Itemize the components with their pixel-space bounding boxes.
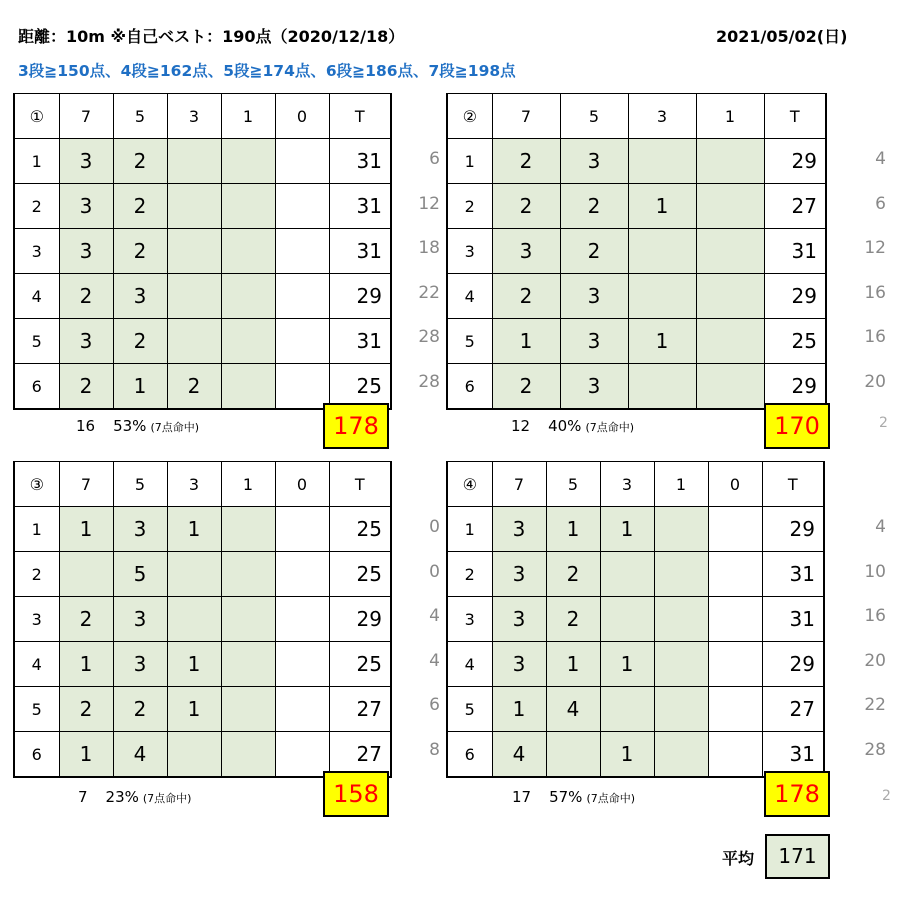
date-label: 2021/05/02(日): [716, 27, 848, 46]
count-cell: [221, 507, 275, 552]
table-row: [447, 597, 824, 642]
count-cell: 2: [546, 597, 600, 642]
count-cell: [221, 184, 275, 229]
round-number: 4: [14, 274, 59, 319]
round-number: 1: [14, 139, 59, 184]
count-cell: [167, 732, 221, 778]
count-cell: [654, 687, 708, 732]
round-total: 31: [329, 319, 391, 364]
table-row: [447, 274, 826, 319]
count-cell: 2: [167, 364, 221, 410]
count-cell: 1: [167, 642, 221, 687]
average-score: 171: [765, 834, 830, 879]
round-total: 25: [329, 364, 391, 410]
count-cell: [167, 319, 221, 364]
average-label: 平均: [722, 849, 755, 868]
table-row: [14, 184, 391, 229]
count-cell: [654, 732, 708, 778]
count-cell: 2: [113, 319, 167, 364]
count-cell: [167, 229, 221, 274]
score-column-header: 0: [708, 462, 762, 507]
table-row: [447, 687, 824, 732]
table-row: [447, 642, 824, 687]
count-cell: 4: [546, 687, 600, 732]
cumulative-value: 10: [864, 561, 886, 582]
table-row: [447, 319, 826, 364]
total-column-header: T: [762, 462, 824, 507]
round-number: 3: [14, 229, 59, 274]
hit-note: (7点命中): [142, 792, 192, 805]
count-cell: [696, 364, 764, 410]
count-cell: 1: [600, 642, 654, 687]
count-cell: 1: [167, 507, 221, 552]
count-cell: 3: [59, 229, 113, 274]
total-score-set-2: 170: [764, 403, 830, 449]
count-cell: 2: [113, 139, 167, 184]
score-column-header: 3: [628, 94, 696, 139]
round-number: 1: [14, 507, 59, 552]
count-cell: 3: [113, 597, 167, 642]
round-total: 29: [329, 597, 391, 642]
count-cell: 1: [59, 732, 113, 778]
table-row: [14, 507, 391, 552]
round-total: 31: [762, 552, 824, 597]
count-cell: [221, 139, 275, 184]
round-total: 31: [329, 139, 391, 184]
count-cell: [167, 274, 221, 319]
hit-percent: 23%: [105, 788, 139, 806]
cumulative-value: 6: [429, 695, 440, 715]
round-number: 6: [14, 732, 59, 778]
count-cell: 1: [492, 319, 560, 364]
table-row: [14, 229, 391, 274]
cumulative-value: 18: [418, 238, 440, 258]
cumulative-value: 8: [429, 739, 440, 760]
header-row: [447, 462, 824, 507]
count-cell: 1: [59, 507, 113, 552]
count-cell: 2: [59, 364, 113, 410]
round-total: 25: [329, 552, 391, 597]
round-total: 31: [764, 229, 826, 274]
count-cell: 4: [113, 732, 167, 778]
count-cell: 2: [59, 597, 113, 642]
hit-percent: 57%: [549, 788, 583, 806]
hit-count: 16: [76, 417, 96, 435]
hit-count: 17: [512, 788, 532, 806]
header-row: [14, 462, 391, 507]
count-cell: [275, 184, 329, 229]
round-total: 29: [762, 507, 824, 552]
distance-best-heading: 距離：10m ※自己ベスト：190点（2020/12/18）: [18, 27, 405, 46]
score-column-header: 0: [275, 462, 329, 507]
round-total: 25: [329, 642, 391, 687]
count-cell: 2: [560, 229, 628, 274]
cumulative-value: 28: [418, 371, 440, 392]
total-score-set-3: 158: [323, 771, 389, 817]
score-column-header: 7: [492, 94, 560, 139]
count-cell: 2: [492, 184, 560, 229]
total-column-header: T: [329, 462, 391, 507]
count-cell: 2: [492, 274, 560, 319]
round-number: 6: [447, 364, 492, 410]
count-cell: 5: [113, 552, 167, 597]
count-cell: 3: [492, 552, 546, 597]
count-cell: 1: [492, 687, 546, 732]
round-number: 2: [14, 184, 59, 229]
count-cell: [221, 319, 275, 364]
round-number: 2: [14, 552, 59, 597]
score-column-header: 5: [113, 94, 167, 139]
count-cell: 3: [560, 139, 628, 184]
total-column-header: T: [329, 94, 391, 139]
score-column-header: 3: [167, 462, 221, 507]
count-cell: [654, 507, 708, 552]
count-cell: 1: [113, 364, 167, 410]
count-cell: [275, 229, 329, 274]
score-column-header: 5: [113, 462, 167, 507]
round-number: 3: [447, 229, 492, 274]
count-cell: [275, 552, 329, 597]
cumulative-column-set-2: [850, 137, 886, 404]
set-label: ①: [14, 94, 59, 139]
round-number: 5: [14, 687, 59, 732]
count-cell: [696, 229, 764, 274]
hit-note: (7点命中): [150, 421, 200, 434]
count-cell: [275, 274, 329, 319]
table-row: [14, 552, 391, 597]
count-cell: 3: [113, 507, 167, 552]
hit-percent: 40%: [548, 417, 582, 435]
round-total: 29: [764, 274, 826, 319]
hit-percent: 53%: [113, 417, 147, 435]
count-cell: 3: [59, 139, 113, 184]
count-cell: 2: [113, 229, 167, 274]
count-cell: 3: [59, 319, 113, 364]
round-number: 4: [14, 642, 59, 687]
count-cell: 3: [560, 274, 628, 319]
score-table-set-1: [13, 93, 392, 410]
count-cell: [59, 552, 113, 597]
set-label: ②: [447, 94, 492, 139]
count-cell: 2: [59, 687, 113, 732]
round-number: 6: [14, 364, 59, 410]
count-cell: [167, 184, 221, 229]
count-cell: 1: [628, 184, 696, 229]
round-total: 25: [329, 507, 391, 552]
count-cell: [696, 274, 764, 319]
count-cell: [221, 552, 275, 597]
cumulative-column-set-4: [850, 505, 886, 772]
round-total: 31: [762, 597, 824, 642]
cumulative-value: 22: [418, 282, 440, 303]
count-cell: [628, 139, 696, 184]
cumulative-value: 12: [418, 193, 440, 214]
cumulative-value: 0: [429, 517, 440, 537]
count-cell: [167, 139, 221, 184]
score-column-header: 1: [654, 462, 708, 507]
score-table-set-3: [13, 461, 392, 778]
cumulative-value: 4: [875, 149, 886, 169]
cumulative-column-set-1: [404, 137, 440, 404]
table-row: [14, 319, 391, 364]
count-cell: 1: [59, 642, 113, 687]
count-cell: [628, 364, 696, 410]
count-cell: [600, 552, 654, 597]
round-number: 3: [14, 597, 59, 642]
count-cell: 3: [113, 642, 167, 687]
round-total: 29: [764, 364, 826, 410]
count-cell: 4: [492, 732, 546, 778]
round-number: 5: [447, 319, 492, 364]
cumulative-value: 12: [864, 238, 886, 258]
score-column-header: 3: [600, 462, 654, 507]
count-cell: [221, 642, 275, 687]
round-number: 4: [447, 642, 492, 687]
round-number: 1: [447, 507, 492, 552]
count-cell: 1: [167, 687, 221, 732]
count-cell: [696, 319, 764, 364]
count-cell: 3: [492, 642, 546, 687]
table-row: [14, 597, 391, 642]
round-total: 27: [762, 687, 824, 732]
extra-count-set-4: 2: [882, 788, 891, 804]
count-cell: [654, 552, 708, 597]
header-row: [14, 94, 391, 139]
extra-count-set-2: 2: [879, 415, 888, 431]
cumulative-value: 16: [864, 606, 886, 626]
count-cell: [221, 364, 275, 410]
cumulative-value: 4: [875, 517, 886, 537]
header-row: [447, 94, 826, 139]
cumulative-value: 0: [429, 561, 440, 582]
total-column-header: T: [764, 94, 826, 139]
count-cell: [221, 597, 275, 642]
round-total: 31: [762, 732, 824, 778]
count-cell: [221, 732, 275, 778]
total-score-set-4: 178: [764, 771, 830, 817]
score-column-header: 7: [59, 94, 113, 139]
count-cell: 2: [560, 184, 628, 229]
count-cell: 3: [492, 229, 560, 274]
round-number: 2: [447, 552, 492, 597]
count-cell: [275, 687, 329, 732]
cumulative-value: 20: [864, 650, 886, 671]
score-table-set-4: [446, 461, 825, 778]
score-column-header: 5: [560, 94, 628, 139]
count-cell: 2: [492, 139, 560, 184]
count-cell: [221, 229, 275, 274]
cumulative-value: 6: [875, 193, 886, 214]
count-cell: [600, 597, 654, 642]
round-number: 5: [14, 319, 59, 364]
score-column-header: 5: [546, 462, 600, 507]
count-cell: [628, 229, 696, 274]
round-total: 29: [329, 274, 391, 319]
stats-set-3: [78, 788, 191, 806]
count-cell: 3: [59, 184, 113, 229]
count-cell: [275, 597, 329, 642]
cumulative-value: 22: [864, 695, 886, 715]
round-number: 1: [447, 139, 492, 184]
count-cell: [628, 274, 696, 319]
count-cell: [708, 732, 762, 778]
count-cell: 1: [600, 732, 654, 778]
round-total: 29: [764, 139, 826, 184]
round-total: 25: [764, 319, 826, 364]
set-label: ④: [447, 462, 492, 507]
count-cell: 2: [113, 687, 167, 732]
table-row: [447, 139, 826, 184]
cumulative-value: 28: [864, 739, 886, 760]
count-cell: 2: [546, 552, 600, 597]
count-cell: [167, 597, 221, 642]
score-column-header: 1: [221, 462, 275, 507]
table-row: [14, 274, 391, 319]
table-row: [14, 687, 391, 732]
round-total: 27: [329, 687, 391, 732]
count-cell: [221, 274, 275, 319]
count-cell: [546, 732, 600, 778]
score-column-header: 1: [696, 94, 764, 139]
count-cell: 3: [492, 507, 546, 552]
round-number: 4: [447, 274, 492, 319]
cumulative-value: 4: [429, 606, 440, 626]
count-cell: [600, 687, 654, 732]
count-cell: 3: [113, 274, 167, 319]
cumulative-value: 16: [864, 282, 886, 303]
round-number: 6: [447, 732, 492, 778]
count-cell: [275, 732, 329, 778]
count-cell: [275, 642, 329, 687]
count-cell: 2: [59, 274, 113, 319]
score-column-header: 0: [275, 94, 329, 139]
count-cell: [275, 364, 329, 410]
stats-set-4: [512, 788, 635, 806]
stats-set-1: [76, 417, 199, 435]
count-cell: [696, 139, 764, 184]
count-cell: [708, 642, 762, 687]
table-row: [447, 184, 826, 229]
count-cell: [708, 507, 762, 552]
table-row: [447, 552, 824, 597]
cumulative-value: 16: [864, 327, 886, 347]
count-cell: 1: [600, 507, 654, 552]
table-row: [14, 642, 391, 687]
count-cell: [221, 687, 275, 732]
set-label: ③: [14, 462, 59, 507]
count-cell: 2: [113, 184, 167, 229]
hit-note: (7点命中): [586, 792, 636, 805]
hit-note: (7点命中): [585, 421, 635, 434]
round-total: 31: [329, 229, 391, 274]
cumulative-column-set-3: [404, 505, 440, 772]
score-column-header: 1: [221, 94, 275, 139]
count-cell: [708, 597, 762, 642]
round-total: 29: [762, 642, 824, 687]
count-cell: [275, 319, 329, 364]
count-cell: 1: [628, 319, 696, 364]
count-cell: 2: [492, 364, 560, 410]
hit-count: 7: [78, 788, 88, 806]
total-score-set-1: 178: [323, 403, 389, 449]
hit-count: 12: [511, 417, 531, 435]
cumulative-value: 28: [418, 327, 440, 347]
count-cell: 3: [560, 364, 628, 410]
table-row: [447, 507, 824, 552]
count-cell: [696, 184, 764, 229]
count-cell: [275, 507, 329, 552]
count-cell: 1: [546, 507, 600, 552]
round-total: 27: [329, 732, 391, 778]
score-table-set-2: [446, 93, 827, 410]
count-cell: [275, 139, 329, 184]
count-cell: 3: [492, 597, 546, 642]
cumulative-value: 20: [864, 371, 886, 392]
score-column-header: 7: [492, 462, 546, 507]
table-row: [447, 229, 826, 274]
score-column-header: 3: [167, 94, 221, 139]
count-cell: [708, 552, 762, 597]
round-total: 31: [329, 184, 391, 229]
cumulative-value: 6: [429, 149, 440, 169]
round-total: 27: [764, 184, 826, 229]
round-number: 2: [447, 184, 492, 229]
stats-set-2: [511, 417, 634, 435]
round-number: 5: [447, 687, 492, 732]
count-cell: [708, 687, 762, 732]
cumulative-value: 4: [429, 650, 440, 671]
table-row: [14, 139, 391, 184]
count-cell: [167, 552, 221, 597]
rank-thresholds: 3段≧150点、4段≧162点、5段≧174点、6段≧186点、7段≧198点: [18, 62, 516, 80]
count-cell: 3: [560, 319, 628, 364]
count-cell: [654, 642, 708, 687]
count-cell: [654, 597, 708, 642]
round-number: 3: [447, 597, 492, 642]
score-column-header: 7: [59, 462, 113, 507]
count-cell: 1: [546, 642, 600, 687]
